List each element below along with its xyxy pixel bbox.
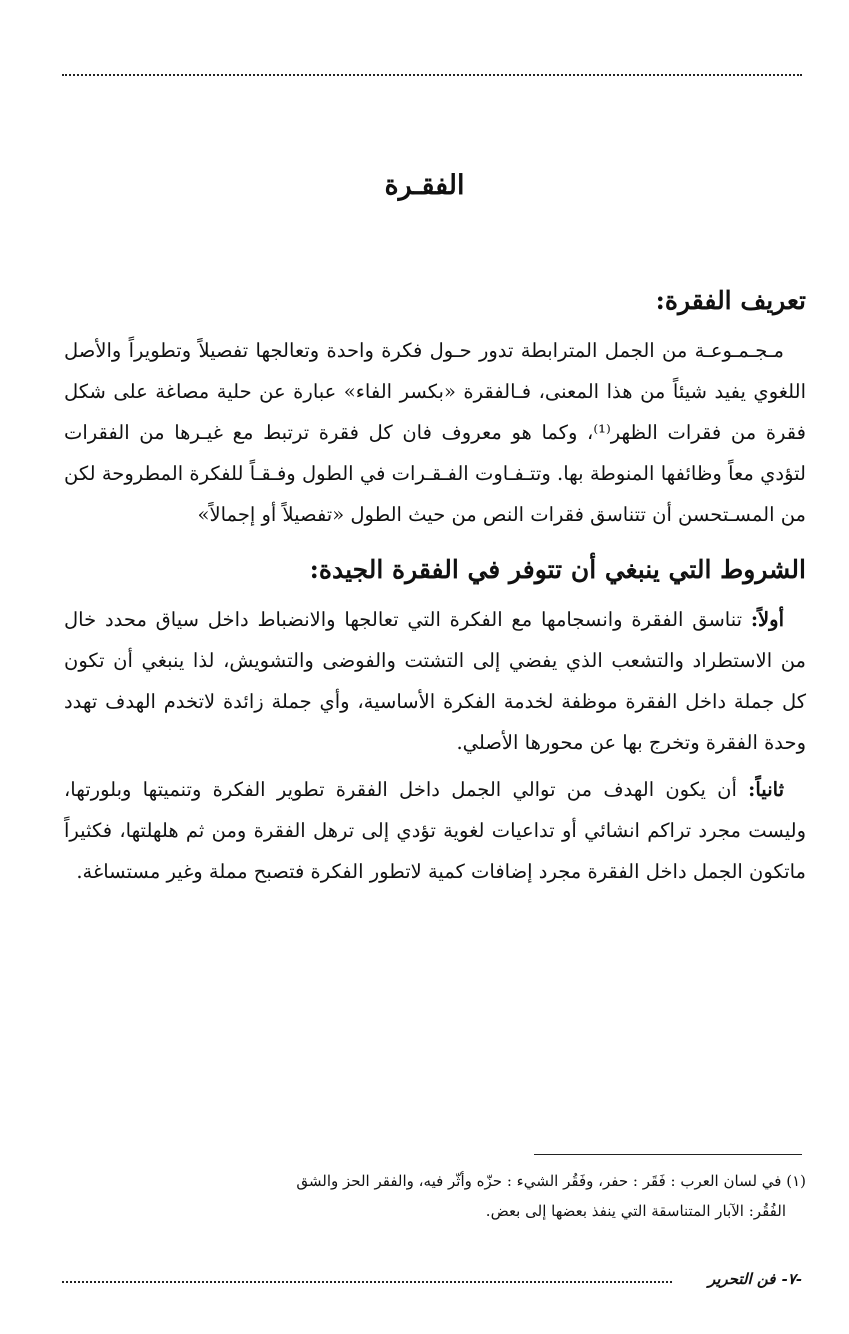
- page-content: [64, 280, 806, 898]
- page-footer: [62, 1270, 802, 1294]
- definition-paragraph: مـجـمـوعـة من الجمل المترابطة تدور حـول فكرة واحدة وتعالجها تفصيلاً وتطويراً والأصل اللغوي يفيد شيئاً من هذا المعنى، فـالفقرة «بكسر الفاء» عبارة عن حلية مصاغة على شكل فقرة من فقرات الظهر⁽¹⁾، وكما هو معروف فان كل فقرة ترتبط مع غيـرها من الفقرات لتؤدي معاً وظائفها المنوطة بها. وتتـفـاوت الفـقـرات في الطول وفـقـاً للفكرة المطروحة لكن من المسـتحسن أن تتناسق فقرات النص من حيث الطول «تفصيلاً أو إجمالاً»: [64, 339, 806, 526]
- top-dotted-rule: [62, 74, 802, 76]
- condition-lead-first: أولاً:: [750, 608, 784, 631]
- condition-text-first: تناسق الفقرة وانسجامها مع الفكرة التي تعالجها والانضباط داخل سياق محدد خال من الاستطراد والتشعب الذي يفضي إلى التشتت والفوضى والتشويش، لذا ينبغي أن تكون كل جملة داخل الفقرة موظفة لخدمة الفكرة الأساسية، وأي جملة زائدة لاتخدم الهدف تهدد وحدة الفقرة وتخرج بها عن محورها الأصلي.: [64, 608, 806, 754]
- book-title: فن التحرير: [707, 1270, 776, 1288]
- footnote-separator: [534, 1154, 802, 1155]
- footer-label: [702, 1270, 802, 1288]
- section-heading-conditions: الشروط التي ينبغي أن تتوفر في الفقرة الجيدة:: [309, 555, 806, 584]
- page-title: الفقـرة: [384, 170, 465, 201]
- footnote-1-continuation: الفُقُر: الآبار المتناسقة التي ينفذ بعضها إلى بعض.: [485, 1202, 786, 1220]
- condition-lead-second: ثانياً:: [748, 778, 784, 801]
- condition-item-first: [64, 599, 806, 763]
- footer-dotted-rule: [62, 1281, 672, 1283]
- footnotes: [200, 1166, 806, 1226]
- page-number: -٧-: [781, 1270, 802, 1288]
- section-heading-definition: تعريف الفقرة:: [655, 286, 806, 315]
- condition-item-second: [64, 769, 806, 892]
- footnote-1: (١) في لسان العرب : فَقَر : حفر، وفَقُر الشيء : حزّه وأثّر فيه، والفقر الحز والشق: [296, 1172, 806, 1190]
- condition-text-second: أن يكون الهدف من توالي الجمل داخل الفقرة تطوير الفكرة وتنميتها وبلورتها، وليست مجرد تراكم انشائي أو تداعيات لغوية تؤدي إلى ترهل الفقرة ومن ثم هلهلتها، فكثيراً ماتكون الجمل داخل الفقرة مجرد إضافات كمية لاتطور الفكرة فتصبح مملة وغير مستساغة.: [64, 778, 806, 883]
